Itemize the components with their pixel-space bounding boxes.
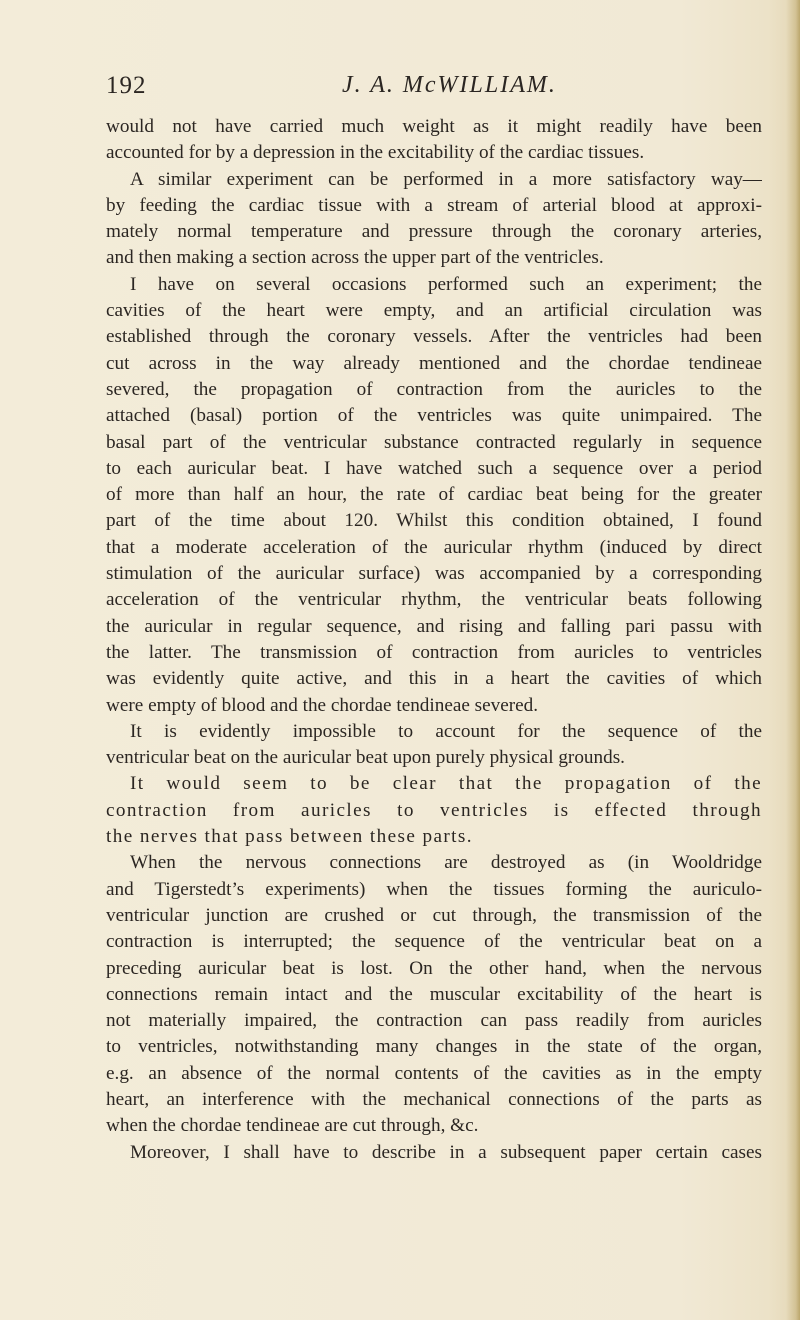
text-line: acceleration of the ventricular rhythm, the ventricular beats following: [106, 589, 762, 611]
text-line: and Tigerstedt’s experiments) when the tissues forming the auriculo-: [106, 878, 762, 900]
text-line: the latter. The transmission of contraction from auricles to ventricles: [106, 641, 762, 663]
page-header: [106, 72, 762, 106]
text-line: severed, the propagation of contraction from the auricles to the: [106, 378, 762, 400]
page-number: 192: [106, 72, 147, 99]
text-line: contraction is interrupted; the sequence of the ventricular beat on a: [106, 931, 762, 953]
text-line: When the nervous connections are destroyed as (in Wooldridge: [130, 852, 762, 874]
text-line: accounted for by a depression in the excitability of the cardiac tissues.: [106, 142, 645, 164]
text-line: ventricular beat on the auricular beat upon purely physical grounds.: [106, 747, 625, 769]
text-line: when the chordae tendineae are cut through, &c.: [106, 1115, 479, 1137]
text-line: part of the time about 120. Whilst this condition obtained, I found: [106, 510, 762, 532]
text-line: cavities of the heart were empty, and an artificial circulation was: [106, 300, 762, 322]
text-line: mately normal temperature and pressure through the coronary arteries,: [106, 221, 762, 243]
text-line: established through the coronary vessels. After the ventricles had been: [106, 326, 762, 348]
text-line: that a moderate acceleration of the auricular rhythm (induced by direct: [106, 536, 762, 558]
text-line: to ventricles, notwithstanding many changes in the state of the organ,: [106, 1036, 762, 1058]
body-text: [106, 114, 762, 1166]
text-line: It is evidently impossible to account for the sequence of the: [130, 720, 762, 742]
text-line: attached (basal) portion of the ventricles was quite unimpaired. The: [106, 405, 762, 427]
text-line: preceding auricular beat is lost. On the other hand, when the nervous: [106, 957, 762, 979]
text-line: to each auricular beat. I have watched such a sequence over a period: [106, 457, 762, 479]
text-line: of more than half an hour, the rate of cardiac beat being for the greater: [106, 484, 762, 506]
page-edge-shadow: [786, 0, 800, 1320]
text-line: ventricular junction are crushed or cut through, the transmission of the: [106, 904, 762, 926]
text-line: the nerves that pass between these parts.: [106, 826, 473, 848]
text-line: cut across in the way already mentioned and the chordae tendineae: [106, 352, 762, 374]
text-line: was evidently quite active, and this in a heart the cavities of which: [106, 668, 762, 690]
text-line: the auricular in regular sequence, and rising and falling pari passu with: [106, 615, 762, 637]
text-line: Moreover, I shall have to describe in a subsequent paper certain cases: [130, 1141, 762, 1163]
text-line: connections remain intact and the muscular excitability of the heart is: [106, 983, 762, 1005]
text-line: It would seem to be clear that the propagation of the: [130, 773, 762, 795]
text-line: were empty of blood and the chordae tendineae severed.: [106, 694, 539, 716]
running-head: J. A. McWILLIAM.: [342, 72, 557, 98]
text-line: I have on several occasions performed such an experiment; the: [130, 273, 762, 295]
text-line: e.g. an absence of the normal contents of the cavities as in the empty: [106, 1062, 762, 1084]
text-line: A similar experiment can be performed in a more satisfactory way—: [130, 168, 762, 190]
text-line: stimulation of the auricular surface) was accompanied by a corresponding: [106, 563, 762, 585]
text-line: heart, an interference with the mechanical connections of the parts as: [106, 1088, 762, 1110]
text-line: by feeding the cardiac tissue with a stream of arterial blood at approxi-: [106, 194, 762, 216]
text-line: and then making a section across the upper part of the ventricles.: [106, 247, 604, 269]
text-line: basal part of the ventricular substance contracted regularly in sequence: [106, 431, 762, 453]
text-line: would not have carried much weight as it might readily have been: [106, 116, 762, 137]
text-line: not materially impaired, the contraction can pass readily from auricles: [106, 1010, 762, 1032]
text-line: contraction from auricles to ventricles is effected through: [106, 799, 762, 821]
